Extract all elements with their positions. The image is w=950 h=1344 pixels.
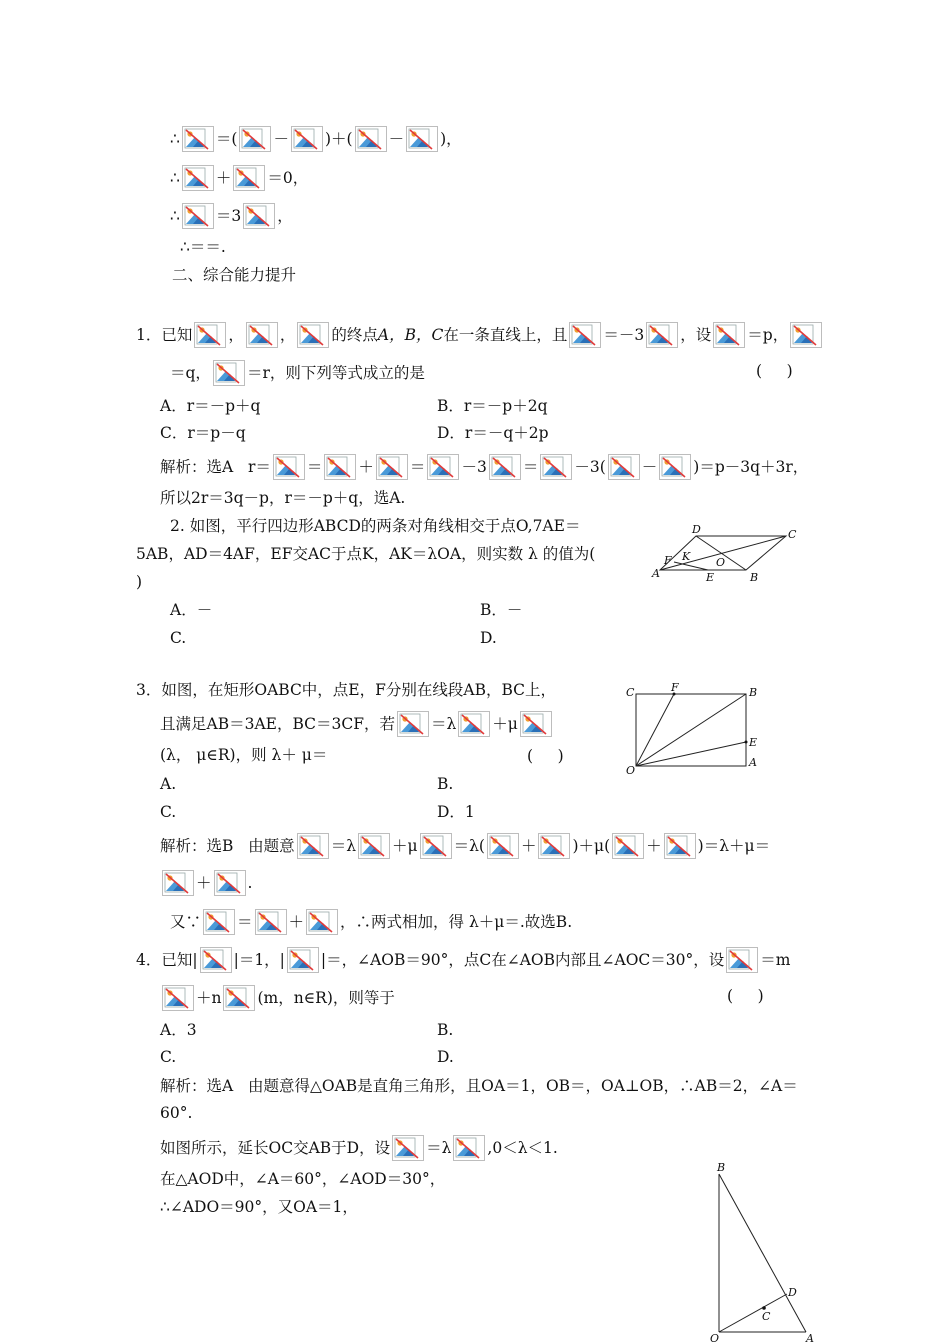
label-A: A [806,1332,814,1344]
broken-image-icon [233,165,265,191]
text: D. [480,629,497,647]
text: 5AB，AD＝4AF，EF交AC于点K，AK＝λOA，则实数 λ 的值为( [136,545,596,563]
q2-option-b [480,600,522,620]
top-line-1 [170,126,462,152]
broken-image-icon [162,985,194,1011]
broken-image-icon [182,126,214,152]
text: )＝p－3q＋3r， [693,458,809,476]
text: 的终点 [331,326,378,344]
text: ∴ [170,130,180,148]
broken-image-icon [646,322,678,348]
q4-option-b [437,1020,453,1040]
q4-line-1 [136,947,790,973]
label-C: C [626,686,635,699]
text: ＝λ [330,837,357,855]
broken-image-icon [162,870,194,896]
text: 在△AOD中，∠A＝60°，∠AOD＝30°， [160,1170,446,1188]
text: 60°. [160,1104,193,1122]
label-B: B [749,686,758,699]
text: ∴＝＝. [180,238,226,256]
q1-line-1 [136,322,824,348]
label-B: B [717,1162,726,1174]
broken-image-icon [520,711,552,737]
text: 解析：选B 由题意 [160,837,295,855]
q1-option-c [160,423,246,443]
broken-image-icon [200,947,232,973]
text: )， [440,130,462,148]
broken-image-icon [358,833,390,859]
label-O: O [710,1332,720,1344]
text: |＝，∠AOB＝90°，点C在∠AOB内部且∠AOC＝30°，设 [320,951,725,969]
text: 如图所示，延长OC交AB于D，设 [160,1139,391,1157]
text: 3．如图，在矩形OABC中，点E，F分别在线段AB，BC上， [136,681,556,699]
text: ＝p， [747,326,789,344]
label-D: D [788,1286,797,1299]
broken-image-icon [420,833,452,859]
text: ＝ [409,458,426,476]
text: 又∵ [170,913,202,931]
q3-line-3 [160,745,327,765]
section-heading [172,265,296,285]
broken-image-icon [324,454,356,480]
text: )＋μ( [572,837,611,855]
broken-image-icon [406,126,438,152]
label-D: D [692,523,701,536]
text: 二、综合能力提升 [172,266,297,284]
q2-option-a [170,600,212,620]
broken-image-icon [487,833,519,859]
q3-line-2 [160,711,554,737]
text: 4．已知| [136,951,198,969]
broken-image-icon [355,126,387,152]
q3-line-1 [136,680,556,700]
text: ＝ [237,913,253,931]
label-A: A [749,756,757,769]
text: C. [170,629,187,647]
text: ＋n [196,989,222,1007]
top-line-4 [180,237,226,257]
q3-solution-line-2 [160,870,252,896]
answer-paren: ( ) [527,747,564,765]
broken-image-icon [612,833,644,859]
q4-solution-line-1 [160,1076,798,1096]
text: ＝λ( [453,837,485,855]
text: B. [437,775,454,793]
text: ＝q， [170,364,211,382]
broken-image-icon [664,833,696,859]
broken-image-icon [291,126,323,152]
text: ＋ [358,458,374,476]
text: ＝－3 [603,326,645,344]
text: D．r＝－q＋2p [437,424,549,442]
label-K: K [682,550,691,563]
text: ＝ [306,458,323,476]
q3-option-c [160,802,176,822]
text: 且满足AB＝3AE，BC＝3CF，若 [160,715,395,733]
q1-line-2 [170,360,425,386]
broken-image-icon [538,833,570,859]
label-A: A [652,567,660,580]
broken-image-icon [287,947,319,973]
broken-image-icon [397,711,429,737]
broken-image-icon [273,454,305,480]
q1-solution-line-1 [160,454,808,480]
broken-image-icon [306,909,338,935]
text: 解析：选A r＝ [160,458,271,476]
text: D. [437,1048,454,1066]
label-C: C [788,528,797,541]
answer-paren: ( ) [727,987,764,1005]
text: A．－ [170,601,213,619]
text: －3( [574,458,606,476]
broken-image-icon [489,454,521,480]
text: 2. 如图，平行四边形ABCD的两条对角线相交于点O,7AE＝ [170,517,581,535]
text: ＋ [646,837,662,855]
broken-image-icon [713,322,745,348]
text: － [388,130,405,148]
text: 在一条直线上，且 [443,326,568,344]
text: B．－ [480,601,523,619]
text: ＝λ [426,1139,452,1157]
text: . [247,874,253,892]
text: (λ， μ∈R)，则 λ＋ μ＝ [160,746,328,764]
label-O: O [716,556,726,569]
q4-solution-line-3 [160,1169,445,1189]
label-B: B [750,571,759,584]
text: ＝λ [430,715,457,733]
q4-line-2 [160,985,395,1011]
broken-image-icon [297,833,329,859]
text: ＋ [520,837,537,855]
q1-option-a [160,396,260,416]
text: ， [277,207,293,225]
right-triangle-figure [704,1162,820,1344]
broken-image-icon [458,711,490,737]
text: ＋μ [492,715,518,733]
broken-image-icon [790,322,822,348]
answer-paren: ( ) [756,362,793,380]
broken-image-icon [608,454,640,480]
text: A. [160,775,177,793]
broken-image-icon [246,322,278,348]
text: － [641,458,658,476]
q3-option-b [437,774,453,794]
text: ＝ [522,458,539,476]
broken-image-icon [453,1135,485,1161]
text: ,0＜λ＜1. [487,1139,558,1157]
text: C. [160,803,177,821]
broken-image-icon [427,454,459,480]
broken-image-icon [659,454,691,480]
broken-image-icon [376,454,408,480]
text: C．r＝p－q [160,424,246,442]
q2-line-1 [170,516,580,536]
q4-solution-line-1b [160,1103,192,1123]
q4-option-a [160,1020,197,1040]
q2-line-3 [136,572,142,592]
broken-image-icon [255,909,287,935]
text: ＝3 [215,207,242,225]
q1-solution-line-2 [160,488,405,508]
text: ， [279,326,296,344]
label-F: F [664,554,672,567]
q4-solution-line-4 [160,1197,358,1217]
text: A．3 [160,1021,197,1039]
text: ＝0， [267,169,309,187]
broken-image-icon [540,454,572,480]
text: )＝λ＋μ＝ [697,837,771,855]
broken-image-icon [182,165,214,191]
text: ＋μ [392,837,418,855]
text: B. [437,1021,454,1039]
text: ＋ [215,169,232,187]
broken-image-icon [182,203,214,229]
q3-option-a [160,774,176,794]
text: － [273,130,289,148]
text: ＋ [288,913,305,931]
text: (m，n∈R)，则等于 [257,989,395,1007]
broken-image-icon [392,1135,424,1161]
text: ∴∠ADO＝90°，又OA＝1， [160,1198,358,1216]
text: )＋( [324,130,353,148]
broken-image-icon [203,909,235,935]
q2-option-c [170,628,186,648]
rectangle-figure [622,682,764,778]
text: |＝1，| [233,951,285,969]
q3-option-d [437,802,475,822]
text: A．r＝－p＋q [160,397,261,415]
text: ∴ [170,169,180,187]
q2-option-d [480,628,497,648]
text: ＝r，则下列等式成立的是 [246,364,425,382]
text: 解析：选A 由题意得△OAB是直角三角形，且OA＝1，OB＝，OA⊥OB，∴AB＝2，∠A＝ [160,1077,798,1095]
q3-solution-line-3 [170,909,572,935]
text: ＋ [196,874,212,892]
text: ，设 [680,326,712,344]
text: ∴ [170,207,180,225]
top-line-2 [170,165,308,191]
label-C: C [762,1310,771,1323]
label-F: F [671,682,679,694]
parallelogram-figure [646,522,806,584]
text: 所以2r＝3q－p，r＝－p＋q，选A. [160,489,406,507]
text: C. [160,1048,177,1066]
broken-image-icon [239,126,271,152]
broken-image-icon [213,360,245,386]
label-E: E [749,736,758,749]
broken-image-icon [726,947,758,973]
q1-option-d [437,423,549,443]
label-O: O [626,764,636,777]
broken-image-icon [214,870,246,896]
text: ＝( [215,130,238,148]
text: －3 [461,458,487,476]
q3-solution-line-1 [160,833,770,859]
text: ， [228,326,244,344]
q4-option-d [437,1047,454,1067]
text: 1．已知 [136,326,193,344]
broken-image-icon [243,203,275,229]
q4-option-c [160,1047,176,1067]
text: ，∴两式相加，得 λ＋μ＝.故选B. [340,913,573,931]
broken-image-icon [194,322,226,348]
broken-image-icon [569,322,601,348]
top-line-3 [170,203,293,229]
text: B．r＝－p＋2q [437,397,548,415]
broken-image-icon [297,322,329,348]
q2-line-2 [136,544,595,564]
broken-image-icon [223,985,255,1011]
text: ) [136,573,143,591]
text: D．1 [437,803,475,821]
q4-solution-line-2 [160,1135,558,1161]
label-E: E [706,571,715,584]
q1-option-b [437,396,548,416]
text: A，B，C [377,326,444,344]
text: ＝m [760,951,791,969]
